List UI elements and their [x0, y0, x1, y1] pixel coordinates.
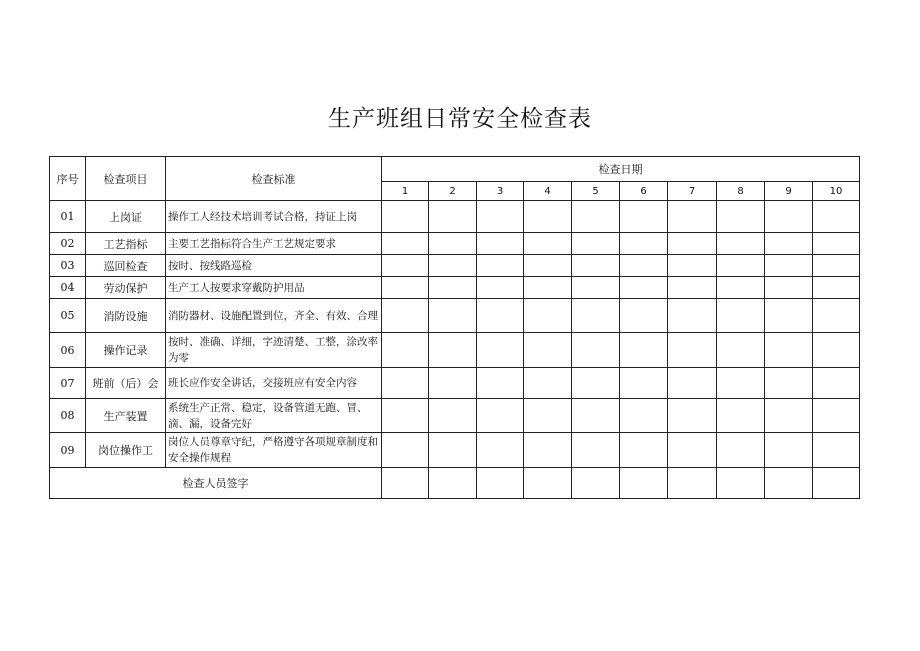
- check-cell[interactable]: [524, 201, 572, 233]
- check-cell[interactable]: [668, 233, 717, 255]
- check-cell[interactable]: [668, 368, 717, 399]
- check-cell[interactable]: [477, 399, 524, 433]
- check-cell[interactable]: [382, 233, 429, 255]
- check-cell[interactable]: [572, 201, 620, 233]
- signature-cell[interactable]: [477, 468, 524, 499]
- table-row: [50, 299, 860, 333]
- check-standard: 系统生产正常、稳定，设备管道无跑、冒、滴、漏，设备完好: [166, 399, 382, 433]
- header-date: 检查日期: [382, 157, 860, 182]
- day-column-header: 10: [813, 182, 860, 201]
- signature-cell[interactable]: [717, 468, 765, 499]
- check-item: 上岗证: [86, 201, 166, 233]
- check-standard: 按时、按线路巡检: [166, 255, 382, 277]
- row-number: 08: [50, 399, 86, 433]
- check-item: 岗位操作工: [86, 433, 166, 468]
- row-number: 09: [50, 433, 86, 468]
- check-standard: 岗位人员尊章守纪，严格遵守各项规章制度和安全操作规程: [166, 433, 382, 468]
- check-cell[interactable]: [717, 255, 765, 277]
- check-cell[interactable]: [382, 255, 429, 277]
- check-cell[interactable]: [765, 368, 813, 399]
- check-cell[interactable]: [477, 201, 524, 233]
- check-cell[interactable]: [477, 368, 524, 399]
- day-column-header: 9: [765, 182, 813, 201]
- day-column-header: 6: [620, 182, 668, 201]
- check-cell[interactable]: [668, 399, 717, 433]
- check-cell[interactable]: [813, 333, 860, 368]
- check-cell[interactable]: [382, 333, 429, 368]
- signature-cell[interactable]: [668, 468, 717, 499]
- check-standard: 操作工人经技术培训考试合格，持证上岗: [166, 201, 382, 233]
- check-cell[interactable]: [477, 277, 524, 299]
- row-number: 04: [50, 277, 86, 299]
- check-cell[interactable]: [620, 333, 668, 368]
- check-cell[interactable]: [572, 399, 620, 433]
- table-row: [50, 277, 860, 299]
- check-cell[interactable]: [717, 333, 765, 368]
- signature-cell[interactable]: [813, 468, 860, 499]
- check-cell[interactable]: [717, 277, 765, 299]
- check-cell[interactable]: [668, 333, 717, 368]
- check-cell[interactable]: [524, 433, 572, 468]
- day-column-header: 4: [524, 182, 572, 201]
- check-cell[interactable]: [429, 255, 477, 277]
- check-cell[interactable]: [620, 399, 668, 433]
- check-cell[interactable]: [572, 255, 620, 277]
- table-row: [50, 233, 860, 255]
- check-cell[interactable]: [620, 277, 668, 299]
- signature-cell[interactable]: [572, 468, 620, 499]
- check-cell[interactable]: [668, 433, 717, 468]
- row-number: 01: [50, 201, 86, 233]
- check-cell[interactable]: [717, 233, 765, 255]
- day-column-header: 5: [572, 182, 620, 201]
- check-cell[interactable]: [382, 201, 429, 233]
- header-item: 检查项目: [86, 157, 166, 201]
- check-cell[interactable]: [524, 233, 572, 255]
- check-cell[interactable]: [813, 368, 860, 399]
- check-cell[interactable]: [765, 255, 813, 277]
- check-item: 劳动保护: [86, 277, 166, 299]
- check-cell[interactable]: [765, 433, 813, 468]
- check-cell[interactable]: [477, 433, 524, 468]
- check-item: 生产装置: [86, 399, 166, 433]
- check-cell[interactable]: [813, 255, 860, 277]
- check-cell[interactable]: [765, 233, 813, 255]
- header-no: 序号: [50, 157, 86, 201]
- check-standard: 按时、准确、详细，字迹清楚、工整，涂改率为零: [166, 333, 382, 368]
- check-item: 工艺指标: [86, 233, 166, 255]
- day-column-header: 3: [477, 182, 524, 201]
- check-cell[interactable]: [382, 433, 429, 468]
- table-row: [50, 433, 860, 468]
- signature-row: [50, 468, 860, 499]
- check-item: 消防设施: [86, 299, 166, 333]
- day-column-header: 8: [717, 182, 765, 201]
- check-cell[interactable]: [524, 368, 572, 399]
- check-cell[interactable]: [717, 368, 765, 399]
- check-cell[interactable]: [717, 299, 765, 333]
- check-cell[interactable]: [668, 201, 717, 233]
- check-cell[interactable]: [429, 277, 477, 299]
- page-title: 生产班组日常安全检查表: [328, 106, 592, 132]
- row-number: 07: [50, 368, 86, 399]
- check-cell[interactable]: [572, 299, 620, 333]
- row-number: 06: [50, 333, 86, 368]
- check-cell[interactable]: [524, 277, 572, 299]
- check-cell[interactable]: [429, 201, 477, 233]
- signature-cell[interactable]: [524, 468, 572, 499]
- check-cell[interactable]: [572, 333, 620, 368]
- check-cell[interactable]: [765, 299, 813, 333]
- check-cell[interactable]: [765, 399, 813, 433]
- check-cell[interactable]: [477, 333, 524, 368]
- check-item: 巡回检查: [86, 255, 166, 277]
- row-number: 03: [50, 255, 86, 277]
- check-item: 班前（后）会: [86, 368, 166, 399]
- check-cell[interactable]: [429, 399, 477, 433]
- check-cell[interactable]: [382, 368, 429, 399]
- check-cell[interactable]: [524, 255, 572, 277]
- check-cell[interactable]: [813, 201, 860, 233]
- table-row: [50, 255, 860, 277]
- check-cell[interactable]: [524, 399, 572, 433]
- check-cell[interactable]: [477, 255, 524, 277]
- check-cell[interactable]: [429, 368, 477, 399]
- day-column-header: 7: [668, 182, 717, 201]
- check-cell[interactable]: [382, 399, 429, 433]
- check-cell[interactable]: [668, 277, 717, 299]
- row-number: 05: [50, 299, 86, 333]
- check-cell[interactable]: [717, 399, 765, 433]
- check-cell[interactable]: [813, 233, 860, 255]
- signature-label: 检查人员签字: [50, 468, 382, 499]
- signature-cell[interactable]: [382, 468, 429, 499]
- inspection-table: [49, 156, 860, 499]
- check-cell[interactable]: [382, 277, 429, 299]
- signature-cell[interactable]: [765, 468, 813, 499]
- check-cell[interactable]: [572, 277, 620, 299]
- check-item: 操作记录: [86, 333, 166, 368]
- check-cell[interactable]: [717, 201, 765, 233]
- header-standard: 检查标准: [166, 157, 382, 201]
- check-cell[interactable]: [620, 299, 668, 333]
- check-cell[interactable]: [524, 299, 572, 333]
- check-cell[interactable]: [765, 201, 813, 233]
- check-cell[interactable]: [620, 201, 668, 233]
- check-standard: 消防器材、设施配置到位，齐全、有效、合理: [166, 299, 382, 333]
- check-cell[interactable]: [429, 433, 477, 468]
- check-cell[interactable]: [813, 399, 860, 433]
- check-cell[interactable]: [668, 299, 717, 333]
- check-cell[interactable]: [572, 433, 620, 468]
- check-cell[interactable]: [717, 433, 765, 468]
- signature-cell[interactable]: [429, 468, 477, 499]
- check-cell[interactable]: [477, 299, 524, 333]
- check-cell[interactable]: [572, 368, 620, 399]
- check-cell[interactable]: [620, 255, 668, 277]
- check-cell[interactable]: [668, 255, 717, 277]
- check-standard: 主要工艺指标符合生产工艺规定要求: [166, 233, 382, 255]
- table-row: [50, 399, 860, 433]
- check-cell[interactable]: [429, 333, 477, 368]
- check-cell[interactable]: [382, 299, 429, 333]
- table-row: [50, 368, 860, 399]
- check-cell[interactable]: [429, 299, 477, 333]
- table-row: [50, 333, 860, 368]
- row-number: 02: [50, 233, 86, 255]
- check-cell[interactable]: [620, 368, 668, 399]
- check-cell[interactable]: [429, 233, 477, 255]
- check-cell[interactable]: [765, 277, 813, 299]
- day-column-header: 1: [382, 182, 429, 201]
- day-column-header: 2: [429, 182, 477, 201]
- check-cell[interactable]: [572, 233, 620, 255]
- check-cell[interactable]: [620, 433, 668, 468]
- check-standard: 班长应作安全讲话，交接班应有安全内容: [166, 368, 382, 399]
- check-cell[interactable]: [813, 277, 860, 299]
- check-cell[interactable]: [813, 433, 860, 468]
- check-cell[interactable]: [813, 299, 860, 333]
- check-cell[interactable]: [524, 333, 572, 368]
- check-cell[interactable]: [477, 233, 524, 255]
- check-cell[interactable]: [765, 333, 813, 368]
- signature-cell[interactable]: [620, 468, 668, 499]
- check-cell[interactable]: [620, 233, 668, 255]
- check-standard: 生产工人按要求穿戴防护用品: [166, 277, 382, 299]
- table-row: [50, 201, 860, 233]
